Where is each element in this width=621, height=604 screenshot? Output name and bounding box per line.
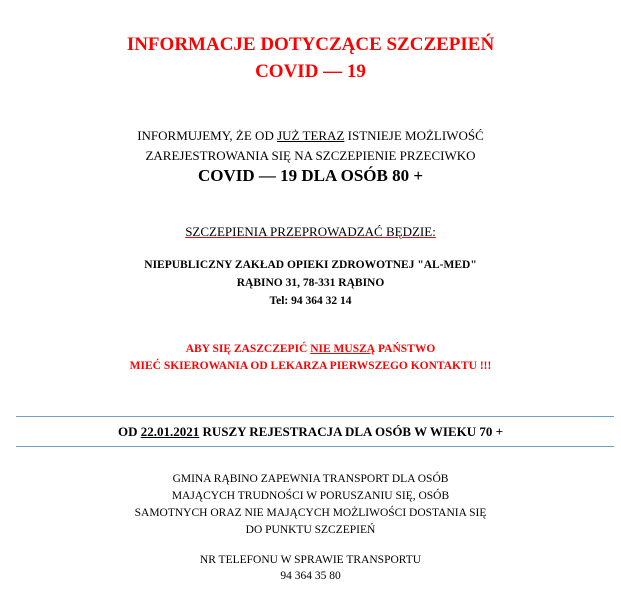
transport-line-2: MAJĄCYCH TRUDNOŚCI W PORUSZANIU SIĘ, OSÓB [171, 490, 450, 502]
provider-address: RĄBINO 31, 78-331 RĄBINO [236, 277, 385, 289]
transport-line-3: SAMOTNYCH ORAZ NIE MAJĄCYCH MOŻLIWOŚCI DOSTANIA SIĘ [134, 507, 487, 519]
notice-text-post: PAŃSTWO [375, 343, 436, 355]
document-subtitle: COVID — 19 [255, 61, 366, 82]
notice-text-pre: ABY SIĘ ZASZCZEPIĆ [185, 343, 311, 355]
intro-headline: COVID — 19 DLA OSÓB 80 + [197, 166, 424, 185]
provider-name: NIEPUBLICZNY ZAKŁAD OPIEKI ZDROWOTNEJ "AL-MED" [144, 259, 477, 271]
provider-heading-text: SZCZEPIENIA PRZEPROWADZAĆ BĘDZIE: [185, 224, 436, 239]
divider-top [16, 416, 614, 417]
provider-heading [0, 224, 621, 240]
intro-emphasis: JUŻ TERAZ [277, 128, 345, 143]
registration-date: 22.01.2021 [140, 424, 200, 439]
registration-post: RUSZY REJESTRACJA DLA OSÓB W WIEKU 70 + [199, 424, 504, 439]
notice-line-1 [0, 343, 621, 355]
transport-phone-label: NR TELEFONU W SPRAWIE TRANSPORTU [199, 554, 422, 566]
notice-line-2: MIEĆ SKIEROWANIA OD LEKARZA PIERWSZEGO KONTAKTU !!! [129, 360, 492, 372]
transport-phone: 94 364 35 80 [280, 570, 341, 582]
registration-pre: OD [117, 424, 141, 439]
intro-line-1 [0, 128, 621, 144]
intro-text-post: ISTNIEJE MOŻLIWOŚĆ [344, 128, 484, 143]
intro-line-2: ZAREJESTROWANIA SIĘ NA SZCZEPIENIE PRZECIWKO [145, 148, 476, 163]
divider-bottom [16, 446, 614, 447]
provider-phone: Tel: 94 364 32 14 [269, 295, 352, 307]
transport-line-4: DO PUNKTU SZCZEPIEŃ [245, 524, 376, 536]
intro-text-pre: INFORMUJEMY, ŻE OD [137, 128, 278, 143]
transport-line-1: GMINA RĄBINO ZAPEWNIA TRANSPORT DLA OSÓB [172, 473, 449, 485]
registration-notice [0, 424, 621, 440]
document-title: INFORMACJE DOTYCZĄCE SZCZEPIEŃ [126, 34, 495, 55]
notice-emphasis: NIE MUSZĄ [310, 343, 376, 355]
